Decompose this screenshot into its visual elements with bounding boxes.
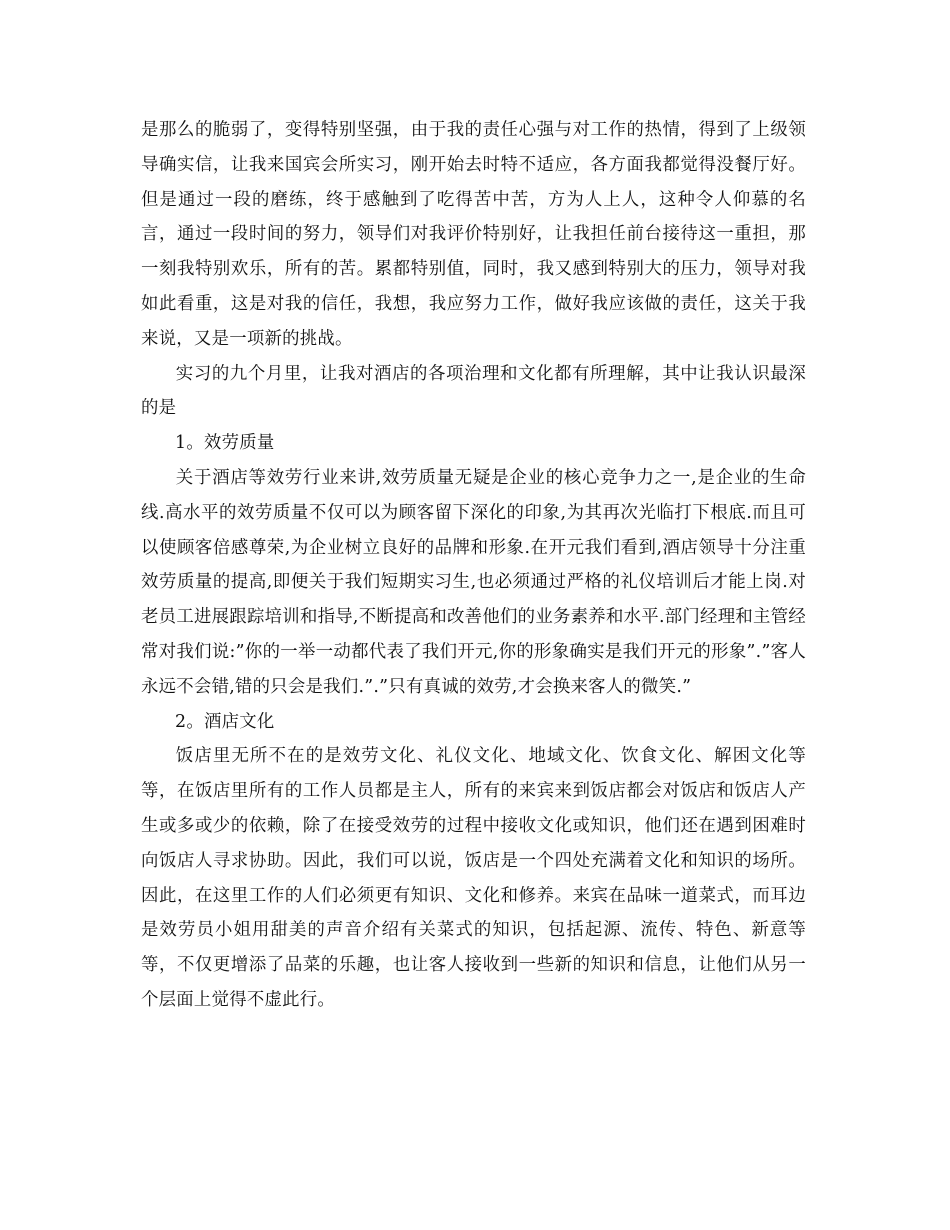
paragraph-service-quality: 关于酒店等效劳行业来讲,效劳质量无疑是企业的核心竞争力之一,是企业的生命线.高水平的效劳质量不仅可以为顾客留下深化的印象,为其再次光临打下根底.而且可以使顾客倍感尊荣,为企业树立良好的品牌和形象.在开元我们看到,酒店领导十分注重效劳质量的提高,即便关于我们短期实习生,也必须通过严格的礼仪培训后才能上岗.对老员工进展跟踪培训和指导,不断提高和改善他们的业务素养和水平.部门经理和主管经常对我们说:”你的一举一动都代表了我们开元,你的形象确实是我们开元的形象”.”客人永远不会错,错的只会是我们.”.”只有真诚的效劳,才会换来客人的微笑.” — [141, 467, 806, 697]
section-heading-hotel-culture: 2。酒店文化 — [175, 711, 275, 732]
paragraph-responsibility: 是那么的脆弱了，变得特别坚强，由于我的责任心强与对工作的热情，得到了上级领导确实信，让我来国宾会所实习，刚开始去时特不适应，各方面我都觉得没餐厅好。但是通过一段的磨练，终于感触到了吃得苦中苦，方为人上人，这种令人仰慕的名言，通过一段时间的努力，领导们对我评价特别好，让我担任前台接待这一重担，那一刻我特别欢乐，所有的苦。累都特别值，同时，我又感到特别大的压力，领导对我如此看重，这是对我的信任，我想，我应努力工作，做好我应该做的责任，这关于我来说，又是一项新的挑战。 — [141, 120, 806, 349]
paragraph-hotel-culture: 饭店里无所不在的是效劳文化、礼仪文化、地域文化、饮食文化、解困文化等等，在饭店里所有的工作人员都是主人，所有的来宾来到饭店都会对饭店和饭店人产生或多或少的依赖，除了在接受效劳的过程中接收文化或知识，他们还在遇到困难时向饭店人寻求协助。因此，我们可以说，饭店是一个四处充满着文化和知识的场所。因此，在这里工作的人们必须更有知识、文化和修养。来宾在品味一道菜式，而耳边是效劳员小姐用甜美的声音介绍有关菜式的知识，包括起源、流传、特色、新意等等，不仅更增添了品菜的乐趣，也让客人接收到一些新的知识和信息，让他们从另一个层面上觉得不虚此行。 — [141, 746, 806, 1010]
paragraph-internship-intro: 实习的九个月里，让我对酒店的各项治理和文化都有所理解，其中让我认识最深的是 — [141, 363, 806, 419]
document-body — [141, 113, 806, 1018]
section-heading-service-quality: 1。效劳质量 — [175, 433, 275, 454]
